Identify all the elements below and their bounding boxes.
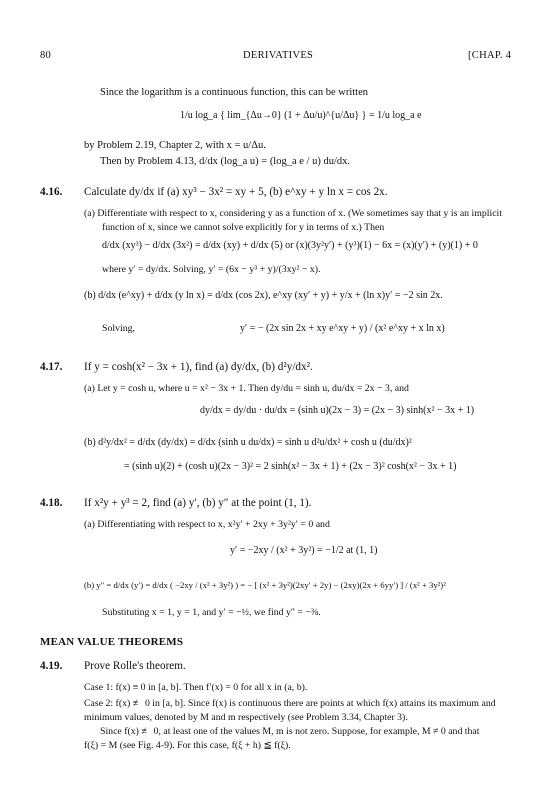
problem-4-18-a-equation: y′ = −2xy / (x² + 3y²) = −1/2 at (1, 1): [230, 545, 378, 556]
problem-4-16-b-result: y′ = − (2x sin 2x + xy e^xy + y) / (x² e^xy + x ln x): [240, 323, 445, 334]
problem-4-18-b-equation: (b) y″ = d/dx (y′) = d/dx ( −2xy / (x² + 3y²) ) = − [ (x² + 3y²)(2xy′ + 2y) − (2xy)(2x + 6yy′) ] / (x² + 3y²)²: [84, 580, 446, 590]
problem-4-19-case1: Case 1: f(x) ≡ 0 in [a, b]. Then f′(x) = 0 for all x in (a, b).: [84, 682, 308, 693]
problem-4-19-case2: f(ξ) = M (see Fig. 4-9). For this case, f(ξ + h) ≦ f(ξ).: [84, 740, 291, 751]
problem-4-19-number: 4.19.: [40, 660, 63, 672]
chapter-label: [CHAP. 4: [468, 50, 512, 61]
problem-4-18-question: If x²y + y³ = 2, find (a) y′, (b) y″ at the point (1, 1).: [84, 497, 312, 509]
intro-line: Then by Problem 4.13, d/dx (log_a u) = (log_a e / u) du/dx.: [100, 156, 351, 167]
section-title: MEAN VALUE THEOREMS: [40, 636, 184, 648]
running-title: DERIVATIVES: [243, 50, 314, 61]
problem-4-16-a-equation: d/dx (xy³) − d/dx (3x²) = d/dx (xy) + d/dx (5) or (x)(3y²y′) + (y³)(1) − 6x = (x)(y′) + (y)(1) + 0: [102, 240, 478, 251]
problem-4-18-number: 4.18.: [40, 497, 63, 509]
problem-4-17-a-text: (a) Let y = cosh u, where u = x² − 3x + 1. Then dy/du = sinh u, du/dx = 2x − 3, and: [84, 383, 409, 394]
problem-4-16-question: Calculate dy/dx if (a) xy³ − 3x² = xy + 5, (b) e^xy + y ln x = cos 2x.: [84, 186, 388, 198]
problem-4-16-number: 4.16.: [40, 186, 63, 198]
problem-4-19-case2: Case 2: f(x) ≢ 0 in [a, b]. Since f(x) is continuous there are points at which f(x) attains its maximum and: [84, 698, 496, 709]
intro-line: by Problem 2.19, Chapter 2, with x = u/Δu.: [84, 140, 266, 151]
problem-4-19-question: Prove Rolle's theorem.: [84, 660, 186, 672]
problem-4-19-case2: Since f(x) ≢ 0, at least one of the values M, m is not zero. Suppose, for example, M ≠ 0 and that: [100, 726, 480, 737]
intro-line: Since the logarithm is a continuous function, this can be written: [100, 87, 368, 98]
problem-4-16-a-where: where y′ = dy/dx. Solving, y′ = (6x − y³ + y)/(3xy² − x).: [102, 264, 321, 275]
problem-4-18-b-subst: Substituting x = 1, y = 1, and y′ = −½, we find y″ = −⅜.: [102, 607, 321, 618]
problem-4-17-question: If y = cosh(x² − 3x + 1), find (a) dy/dx, (b) d²y/dx².: [84, 361, 313, 373]
problem-4-16-a-text: (a) Differentiate with respect to x, considering y as a function of x. (We sometimes say that y is an implicit: [84, 208, 503, 219]
problem-4-18-a-text: (a) Differentiating with respect to x, x²y′ + 2xy + 3y²y′ = 0 and: [84, 519, 330, 530]
problem-4-17-b-equation-2: = (sinh u)(2) + (cosh u)(2x − 3)² = 2 sinh(x² − 3x + 1) + (2x − 3)² cosh(x² − 3x + 1): [124, 461, 457, 472]
problem-4-16-b-solving: Solving,: [102, 323, 135, 334]
problem-4-16-a-text: function of x, since we cannot solve explicitly for y in terms of x.) Then: [102, 222, 385, 233]
problem-4-16-b-equation: (b) d/dx (e^xy) + d/dx (y ln x) = d/dx (cos 2x), e^xy (xy′ + y) + y/x + (ln x)y′ = −2 sin 2x.: [84, 290, 443, 301]
problem-4-17-b-equation: (b) d²y/dx² = d/dx (dy/dx) = d/dx (sinh u du/dx) = sinh u d²u/dx² + cosh u (du/dx)²: [84, 437, 412, 448]
intro-equation: 1/u log_a { lim_{Δu→0} (1 + Δu/u)^{u/Δu} } = 1/u log_a e: [180, 110, 422, 121]
problem-4-19-case2: minimum values, denoted by M and m respectively (see Problem 3.34, Chapter 3).: [84, 712, 408, 723]
problem-4-17-a-equation: dy/dx = dy/du · du/dx = (sinh u)(2x − 3) = (2x − 3) sinh(x² − 3x + 1): [200, 405, 475, 416]
problem-4-17-number: 4.17.: [40, 361, 63, 373]
page-number: 80: [40, 50, 52, 61]
